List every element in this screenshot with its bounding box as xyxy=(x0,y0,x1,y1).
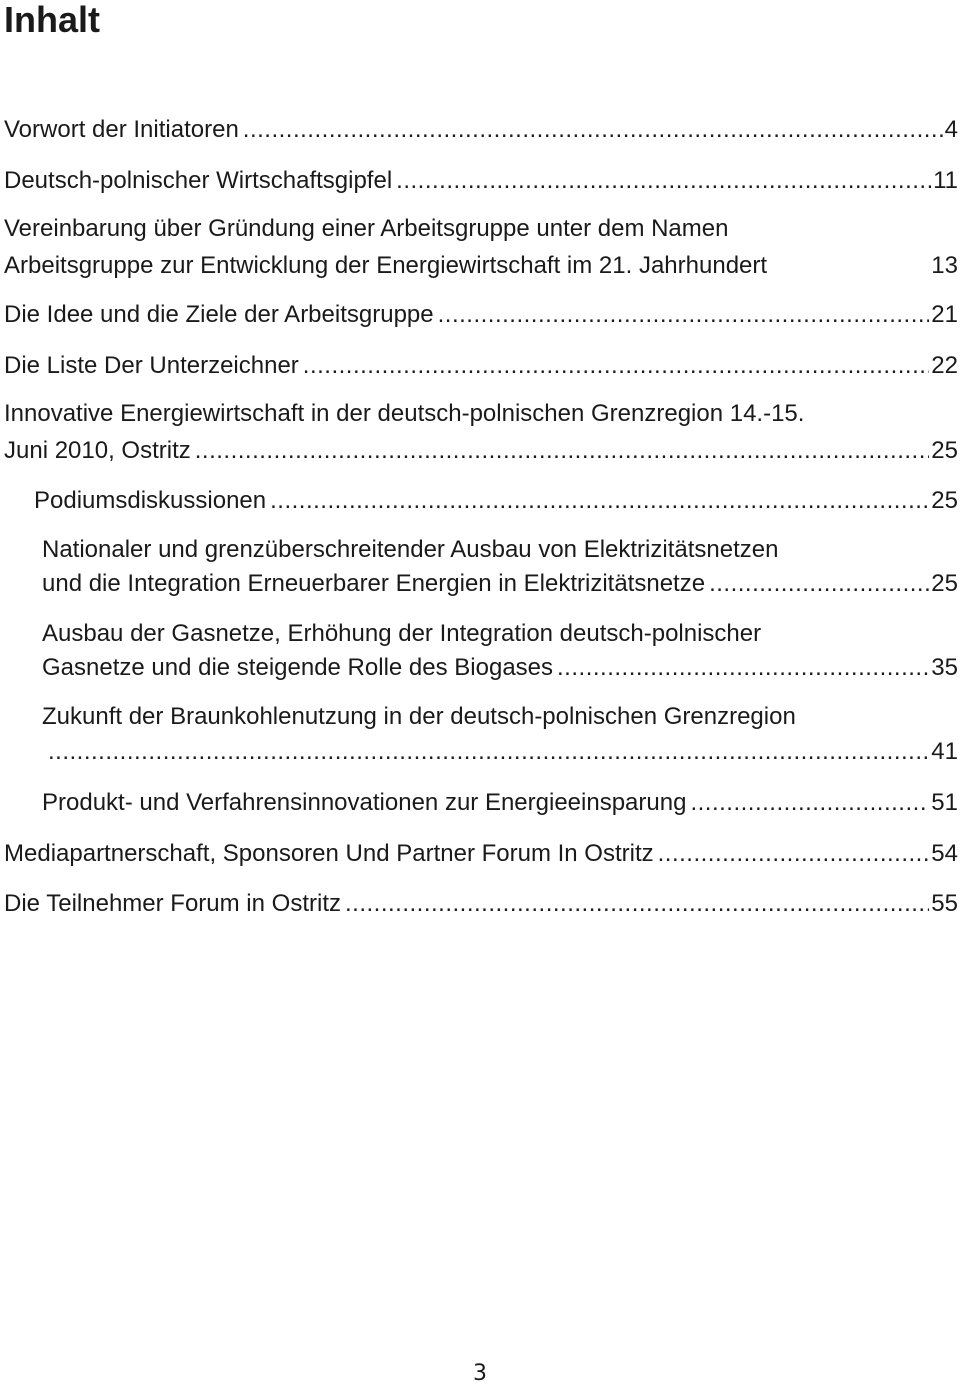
toc-entry-verfahrensinnovationen[interactable] xyxy=(42,788,958,818)
toc-entry-page: 54 xyxy=(931,840,958,867)
toc-entry-elektrizitaetsnetze[interactable] xyxy=(42,569,958,599)
toc-leader-dots xyxy=(658,839,930,869)
toc-leader-dots xyxy=(396,166,931,196)
toc-entry-vereinbarung-line1[interactable]: Vereinbarung über Gründung einer Arbeitsgruppe unter dem Namen xyxy=(4,215,729,242)
toc-entry-podiumsdiskussionen[interactable] xyxy=(34,486,958,516)
toc-entry-page: 35 xyxy=(931,654,958,681)
toc-entry-page: 51 xyxy=(931,789,958,816)
toc-entry-elektrizitaetsnetze-line1[interactable]: Nationaler und grenzüberschreitender Ausbau von Elektrizitätsnetzen xyxy=(42,536,779,563)
toc-leader-dots xyxy=(270,486,929,516)
page-number: 3 xyxy=(473,1361,487,1386)
toc-entry-braunkohle-line1[interactable]: Zukunft der Braunkohlenutzung in der deutsch-polnischen Grenzregion xyxy=(42,703,796,730)
toc-entry-innovative[interactable] xyxy=(4,436,958,466)
toc-entry-page: 41 xyxy=(931,738,958,765)
toc-entry-vorwort[interactable] xyxy=(4,115,958,145)
toc-entry-page: 55 xyxy=(931,890,958,917)
toc-entry-page: 25 xyxy=(931,570,958,597)
toc-leader-dots xyxy=(48,737,929,767)
toc-entry-title: Arbeitsgruppe zur Entwicklung der Energiewirtschaft im 21. Jahrhundert xyxy=(4,252,768,279)
toc-leader-dots xyxy=(195,436,930,466)
toc-leader-dots xyxy=(709,569,929,599)
toc-leader-dots xyxy=(345,889,929,919)
toc-leader-dots xyxy=(243,115,943,145)
toc-entry-teilnehmer[interactable] xyxy=(4,889,958,919)
toc-leader-dots xyxy=(438,300,930,330)
toc-entry-page: 4 xyxy=(944,116,958,143)
toc-entry-title: Mediapartnerschaft, Sponsoren Und Partner Forum In Ostritz xyxy=(4,840,654,867)
toc-entry-title: Die Teilnehmer Forum in Ostritz xyxy=(4,890,341,917)
toc-entry-page: 11 xyxy=(933,167,958,194)
toc-entry-title: Produkt- und Verfahrensinnovationen zur Energieeinsparung xyxy=(42,789,687,816)
toc-entry-title: Vorwort der Initiatoren xyxy=(4,116,239,143)
toc-entry-vereinbarung[interactable] xyxy=(4,251,958,281)
toc-entry-title: Gasnetze und die steigende Rolle des Biogases xyxy=(42,654,554,681)
toc-entry-page: 13 xyxy=(931,252,958,279)
toc-entry-page: 21 xyxy=(931,301,958,328)
toc-entry-title: Die Liste Der Unterzeichner xyxy=(4,352,299,379)
toc-leader-dots xyxy=(557,653,929,683)
toc-leader-dots xyxy=(303,351,930,381)
toc-entry-title: Deutsch-polnischer Wirtschaftsgipfel xyxy=(4,167,393,194)
toc-entry-innovative-line1[interactable]: Innovative Energiewirtschaft in der deutsch-polnischen Grenzregion 14.-15. xyxy=(4,400,805,427)
toc-entry-gasnetze[interactable] xyxy=(42,653,958,683)
toc-entry-title: Juni 2010, Ostritz xyxy=(4,437,191,464)
toc-entry-idee-ziele[interactable] xyxy=(4,300,958,330)
toc-entry-page: 25 xyxy=(931,487,958,514)
toc-entry-mediapartnerschaft[interactable] xyxy=(4,839,958,869)
toc-entry-title: Podiumsdiskussionen xyxy=(34,487,267,514)
toc-entry-braunkohle[interactable] xyxy=(42,737,958,767)
page-title: Inhalt xyxy=(4,0,100,40)
toc-entry-wirtschaftsgipfel[interactable] xyxy=(4,166,958,196)
toc-entry-title: und die Integration Erneuerbarer Energien in Elektrizitätsnetze xyxy=(42,570,706,597)
toc-entry-unterzeichner[interactable] xyxy=(4,351,958,381)
toc-entry-gasnetze-line1[interactable]: Ausbau der Gasnetze, Erhöhung der Integration deutsch-polnischer xyxy=(42,620,762,647)
toc-entry-page: 22 xyxy=(931,352,958,379)
toc-leader-dots xyxy=(690,788,929,818)
toc-entry-title: Die Idee und die Ziele der Arbeitsgruppe xyxy=(4,301,434,328)
toc-entry-page: 25 xyxy=(931,437,958,464)
